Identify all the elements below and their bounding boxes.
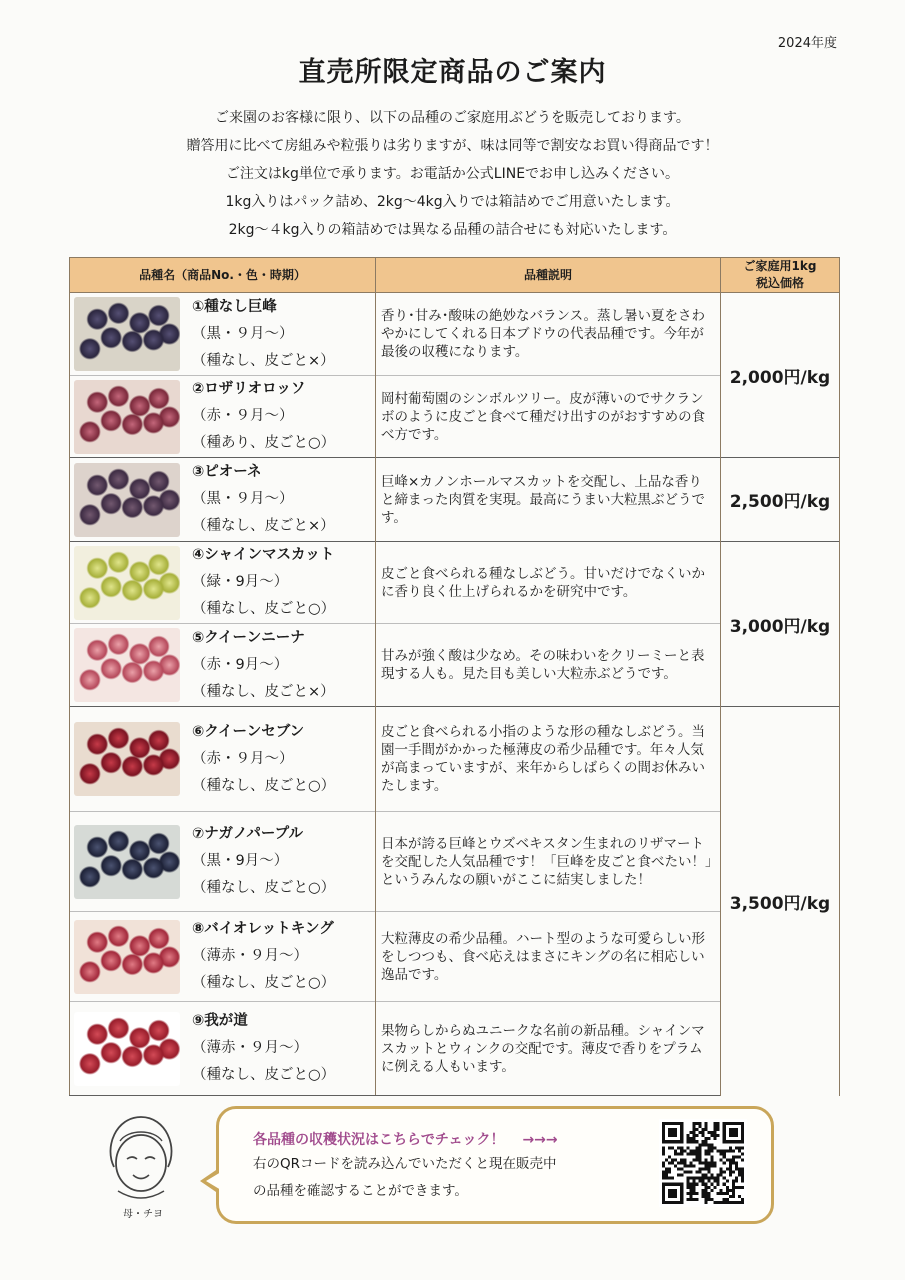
- callout-body: [253, 1151, 557, 1205]
- grape-photo: [74, 380, 180, 454]
- variety-text: [192, 1008, 335, 1089]
- variety-cell: [70, 458, 376, 542]
- harvest-status-callout: [216, 1106, 774, 1224]
- variety-description: 果物らしからぬユニークな名前の新品種。シャインマスカットとウィンクの交配です。薄皮で香りをプラムに例える人もいます。: [381, 1022, 705, 1075]
- variety-name: ⑨我が道: [192, 1013, 248, 1029]
- table-row: [70, 542, 840, 624]
- variety-name: ⑤クイーンニーナ: [192, 629, 305, 646]
- price-cell: 2,500円/kg: [721, 458, 840, 542]
- callout-heading: [253, 1129, 558, 1149]
- description-cell: [376, 376, 721, 458]
- variety-cell: [70, 293, 376, 376]
- variety-text: [192, 625, 335, 706]
- variety-description: 日本が誇る巨峰とウズベキスタン生まれのリザマートを交配した人気品種です！「巨峰を皮ごと食べたい！」というみんなの願いがここに結実しました！: [381, 835, 712, 888]
- variety-color-season: （薄赤・９月〜）: [192, 948, 308, 964]
- variety-text: [192, 459, 335, 540]
- intro-line: ご来園のお客様に限り、以下の品種のご家庭用ぶどうを販売しております。: [215, 110, 690, 126]
- price-cell: 3,000円/kg: [721, 542, 840, 707]
- variety-seed-skin: （種なし、皮ごと○）: [192, 601, 336, 617]
- header-description: 品種説明: [376, 258, 721, 293]
- callout-line: の品種を確認することができます。: [253, 1183, 468, 1199]
- variety-seed-skin: （種なし、皮ごと○）: [192, 777, 336, 794]
- fiscal-year-label: 2024年度: [777, 36, 837, 51]
- grape-price-table: [69, 257, 840, 1096]
- description-cell: [376, 624, 721, 707]
- description-cell: [376, 542, 721, 624]
- variety-name: ③ピオーネ: [192, 464, 262, 480]
- variety-cell: [70, 624, 376, 707]
- variety-name: ④シャインマスカット: [192, 547, 335, 563]
- header-variety-name: 品種名（商品No.・色・時期）: [70, 258, 376, 293]
- variety-color-season: （黒・９月〜）: [192, 491, 294, 507]
- intro-line: ご注文はkg単位で承ります。お電話か公式LINEでお申し込みください。: [225, 166, 680, 182]
- variety-description: 皮ごと食べられる種なしぶどう。甘いだけでなくいかに香り良く仕上げられるかを研究中です。: [381, 565, 705, 600]
- variety-text: [192, 916, 335, 997]
- callout-heading-text: 各品種の収穫状況はこちらでチェック！: [253, 1132, 505, 1148]
- variety-cell: [70, 376, 376, 458]
- arrow-icon: →→→: [522, 1132, 558, 1148]
- variety-description: 巨峰×カノンホールマスカットを交配し、上品な香りと締まった肉質を実現。最高にうまい大粒黒ぶどうです。: [381, 473, 705, 526]
- description-cell: [376, 1002, 721, 1096]
- grape-photo: [74, 297, 180, 371]
- speech-bubble-tail-fill: [206, 1172, 221, 1190]
- variety-cell: [70, 542, 376, 624]
- variety-seed-skin: （種なし、皮ごと○）: [192, 1067, 336, 1083]
- description-cell: [376, 707, 721, 812]
- variety-description: 大粒薄皮の希少品種。ハート型のような可愛らしい形をしつつも、食べ応えはまさにキングの名に相応しい逸品です。: [381, 930, 705, 983]
- variety-seed-skin: （種なし、皮ごと×）: [192, 683, 335, 700]
- variety-color-season: （赤・９月〜）: [192, 408, 294, 424]
- variety-seed-skin: （種なし、皮ごと×）: [192, 352, 335, 369]
- header-price-line1: ご家庭用1kg: [743, 259, 817, 273]
- variety-description: 岡村葡萄園のシンボルツリー。皮が薄いのでサクランボのように皮ごと食べて種だけ出すのがおすすめの食べ方です。: [381, 390, 706, 443]
- intro-text: [0, 104, 905, 244]
- variety-text: [192, 719, 335, 800]
- variety-cell: [70, 707, 376, 812]
- variety-name: ⑦ナガノパープル: [192, 826, 304, 842]
- variety-color-season: （赤・９月〜）: [192, 750, 294, 767]
- grape-photo: [74, 920, 180, 994]
- description-cell: [376, 293, 721, 376]
- header-price: [721, 258, 840, 293]
- page-title: 直売所限定商品のご案内: [298, 57, 607, 88]
- variety-seed-skin: （種なし、皮ごと○）: [192, 880, 336, 896]
- variety-name: ②ロザリオロッソ: [192, 381, 306, 397]
- variety-seed-skin: （種あり、皮ごと○）: [192, 435, 336, 451]
- variety-seed-skin: （種なし、皮ごと×）: [192, 518, 335, 534]
- description-cell: [376, 812, 721, 912]
- variety-description: 香り･甘み･酸味の絶妙なバランス。蒸し暑い夏をさわやかにしてくれる日本ブドウの代表品種です。今年が最後の収穫になります。: [381, 308, 705, 360]
- qr-code-icon[interactable]: [659, 1119, 747, 1207]
- variety-cell: [70, 812, 376, 912]
- grape-photo: [74, 722, 180, 796]
- price-cell: 2,000円/kg: [721, 293, 840, 458]
- intro-line: 1kg入りはパック詰め、2kg〜4kg入りでは箱詰めでご用意いたします。: [225, 194, 680, 210]
- variety-description: 甘みが強く酸は少なめ。その味わいをクリーミーと表現する人も。見た目も美しい大粒赤ぶどうです。: [381, 648, 705, 682]
- grape-photo: [74, 463, 180, 537]
- variety-seed-skin: （種なし、皮ごと○）: [192, 975, 336, 991]
- variety-name: ⑥クイーンセブン: [192, 723, 305, 740]
- table-row: [70, 707, 840, 812]
- grape-photo: [74, 825, 180, 899]
- variety-text: [192, 376, 335, 457]
- variety-color-season: （薄赤・９月〜）: [192, 1040, 308, 1056]
- grape-photo: [74, 546, 180, 620]
- intro-line: 贈答用に比べて房組みや粒張りは劣りますが、味は同等で割安なお買い得商品です！: [186, 138, 719, 154]
- variety-text: [192, 542, 335, 623]
- variety-color-season: （黒・９月〜）: [192, 325, 294, 342]
- description-cell: [376, 912, 721, 1002]
- grape-photo: [74, 628, 180, 702]
- variety-text: [192, 821, 335, 902]
- variety-name: ①種なし巨峰: [192, 298, 277, 315]
- description-cell: [376, 458, 721, 542]
- variety-color-season: （緑・9月〜）: [192, 574, 289, 590]
- avatar-caption: 母・チヨ: [123, 1209, 163, 1220]
- variety-name: ⑧バイオレットキング: [192, 921, 334, 937]
- variety-text: [192, 294, 335, 375]
- callout-line: 右のQRコードを読み込んでいただくと現在販売中: [253, 1156, 557, 1172]
- mother-chiyo-avatar: [100, 1113, 182, 1203]
- price-cell: 3,500円/kg: [721, 707, 840, 1096]
- variety-cell: [70, 1002, 376, 1096]
- intro-line: 2kg〜４kg入りの箱詰めでは異なる品種の詰合せにも対応いたします。: [228, 222, 677, 238]
- table-header-row: [70, 258, 840, 293]
- table-row: [70, 293, 840, 376]
- variety-color-season: （黒・9月〜）: [192, 853, 289, 869]
- variety-cell: [70, 912, 376, 1002]
- table-row: [70, 458, 840, 542]
- variety-color-season: （赤・9月〜）: [192, 656, 289, 673]
- grape-photo: [74, 1012, 180, 1086]
- header-price-line2: 税込価格: [755, 276, 804, 290]
- variety-description: 皮ごと食べられる小指のような形の種なしぶどう。当園一手間がかかった極薄皮の希少品種です。年々人気が高まっていますが、来年からしばらくの間お休みいたします。: [381, 724, 705, 794]
